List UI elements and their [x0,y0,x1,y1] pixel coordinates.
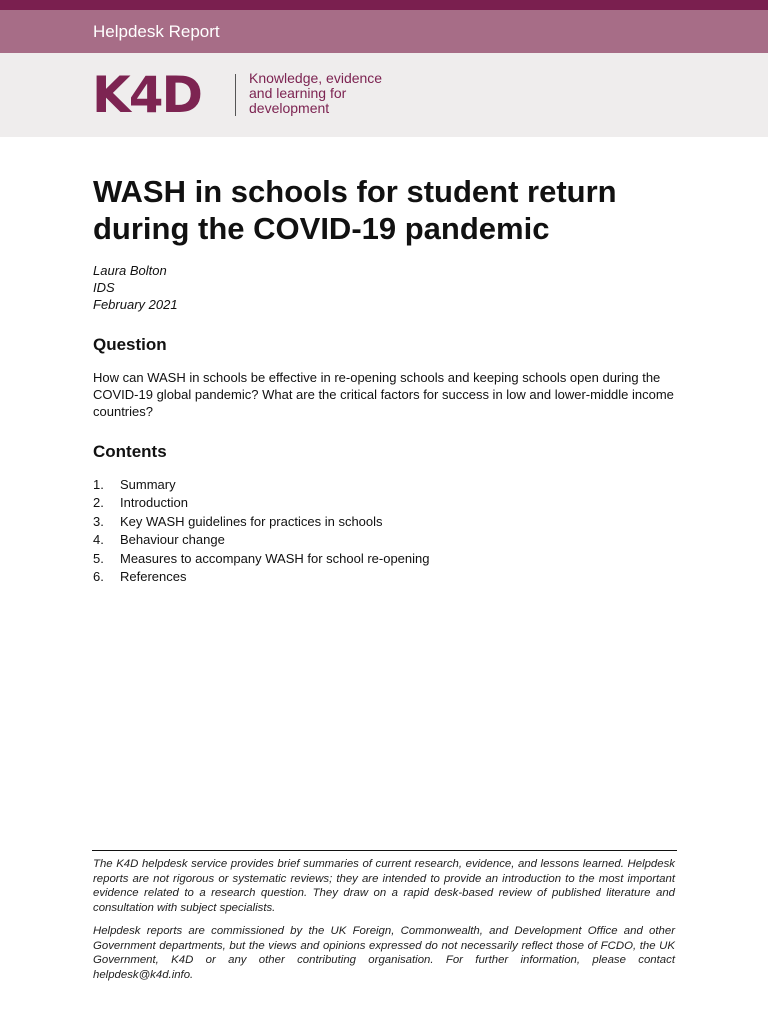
disclaimer-paragraph-1: The K4D helpdesk service provides brief summaries of current research, evidence, and lessons learned. Helpdesk reports are not rigorous or systematic reviews; they are intended to provide an introduction to the most important evidence related to a research question. They draw on a rapid desk-based review of published literature and consultation with subject specialists. [93,858,675,914]
tagline-line-2: and learning for [249,85,347,101]
contents-item-label: References [120,568,187,584]
contents-item-number: 6. [93,568,104,584]
top-color-strip [0,0,768,10]
document-title: WASH in schools for student return during the COVID-19 pandemic [93,174,617,246]
publication-date: February 2021 [93,297,178,312]
disclaimer-paragraph-2: Helpdesk reports are commissioned by the UK Foreign, Commonwealth, and Development Office and other Government departments, but the views and opinions expressed do not necessarily reflect those of FCDO, the UK Government, K4D or any other contributing organisation. For further information, please contact helpdesk@k4d.info. [93,925,675,981]
contents-item [93,531,593,549]
contents-item-number: 1. [93,477,104,492]
k4d-logo: K4D [92,66,202,124]
question-text: How can WASH in schools be effective in re-opening schools and keeping schools open during the COVID-19 global pandemic? What are the critical factors for success in low and lower-middle income countries? [93,370,674,419]
tagline-line-3: development [249,100,330,116]
logo-tagline [249,71,449,116]
logo-divider [235,74,236,116]
tagline-line-1: Knowledge, evidence [249,70,383,86]
contents-item-number: 2. [93,495,104,511]
contents-item-label: Measures to accompany WASH for school re-opening [120,550,430,566]
contents-item-number: 4. [93,532,104,548]
author-organisation: IDS [93,280,115,295]
contents-item-label: Introduction [120,495,188,511]
contents-item [93,476,593,494]
contents-heading: Contents [93,442,167,461]
document-meta [93,262,178,313]
contents-item-label: Behaviour change [120,532,225,548]
footer-divider [92,850,677,851]
author-name: Laura Bolton [93,263,167,278]
contents-item-label: Key WASH guidelines for practices in schools [120,513,383,529]
contents-item [93,494,593,512]
contents-list [93,476,593,586]
contents-item-number: 5. [93,550,104,566]
contents-item-label: Summary [120,477,176,492]
contents-item-number: 3. [93,513,104,529]
question-heading: Question [93,335,167,354]
contents-item [93,568,593,586]
contents-item [93,513,593,531]
contents-item [93,550,593,568]
report-type-label: Helpdesk Report [93,22,220,41]
